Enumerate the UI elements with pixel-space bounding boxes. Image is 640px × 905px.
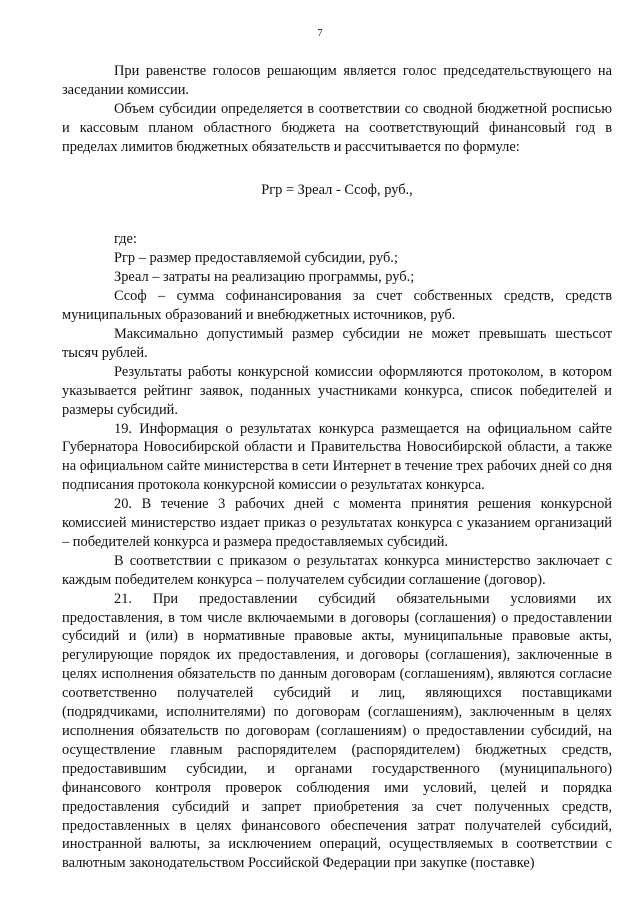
paragraph: Объем субсидии определяется в соответствии со сводной бюджетной росписью и кассовым планом областного бюджета на соответствующий финансовый год в пределах лимитов бюджетных обязательств и рассчитывается по формуле: [62,100,612,155]
formula: Ргр = Зреал - Ссоф, руб., [261,181,413,198]
definition-item: Ргр – размер предоставляемой субсидии, руб.; [114,250,398,267]
paragraph: Максимально допустимый размер субсидии не может превышать шестьсот тысяч рублей. [62,325,612,361]
definition-intro: где: [114,231,137,248]
paragraph-item-19: 19. Информация о результатах конкурса размещается на официальном сайте Губернатора Новосибирской области и Правительства Новосибирской области, а также на официальном сайте министерства в сети Интернет в течение трех рабочих дней со дня подписания протокола конкурсной комиссии о результатах конкурса. [62,420,612,494]
paragraph: Результаты работы конкурсной комиссии оформляются протоколом, в котором указывается рейтинг заявок, поданных участниками конкурса, список победителей и размеры субсидий. [62,363,612,418]
paragraph: В соответствии с приказом о результатах конкурса министерство заключает с каждым победителем конкурса – получателем субсидии соглашение (договор). [62,552,612,588]
page-number: 7 [317,27,323,39]
definition-item: Ссоф – сумма софинансирования за счет собственных средств, средств муниципальных образований и внебюджетных источников, руб. [62,288,612,324]
definition-item: Зреал – затраты на реализацию программы, руб.; [114,269,415,286]
paragraph-item-20: 20. В течение 3 рабочих дней с момента принятия решения конкурсной комиссией министерство издает приказ о результатах конкурса с указанием организаций – победителей конкурса и размера предоставляемых субсидий. [62,496,612,550]
document-body [62,62,612,873]
paragraph: При равенстве голосов решающим является голос председательствующего на заседании комиссии. [62,63,612,98]
paragraph-item-21: 21. При предоставлении субсидий обязательными условиями их предоставления, в том числе включаемыми в договоры (соглашения) о предоставлении субсидий и (или) в нормативные правовые акты, муниципальные правовые акты, регулирующие порядок их предоставления, и договоры (соглашения), заключенные в целях исполнения обязательств по данным договорам (соглашениям), являются согласие соответственно получателей субсидий и лиц, являющихся поставщиками (подрядчиками, исполнителями) по договорам (соглашениям), заключенным в целях исполнения обязательств по договорам (соглашениям) о предоставлении субсидий, на осуществление главным распорядителем (распорядителем) бюджетных средств, предоставившим субсидии, и органами государственного (муниципального) финансового контроля проверок соблюдения ими условий, целей и порядка предоставления субсидий и запрет приобретения за счет полученных средств, предоставленных в целях финансового обеспечения затрат получателей субсидий, иностранной валюты, за исключением операций, осуществляемых в соответствии с валютным законодательством Российской Федерации при закупке (поставке) [62,590,612,872]
